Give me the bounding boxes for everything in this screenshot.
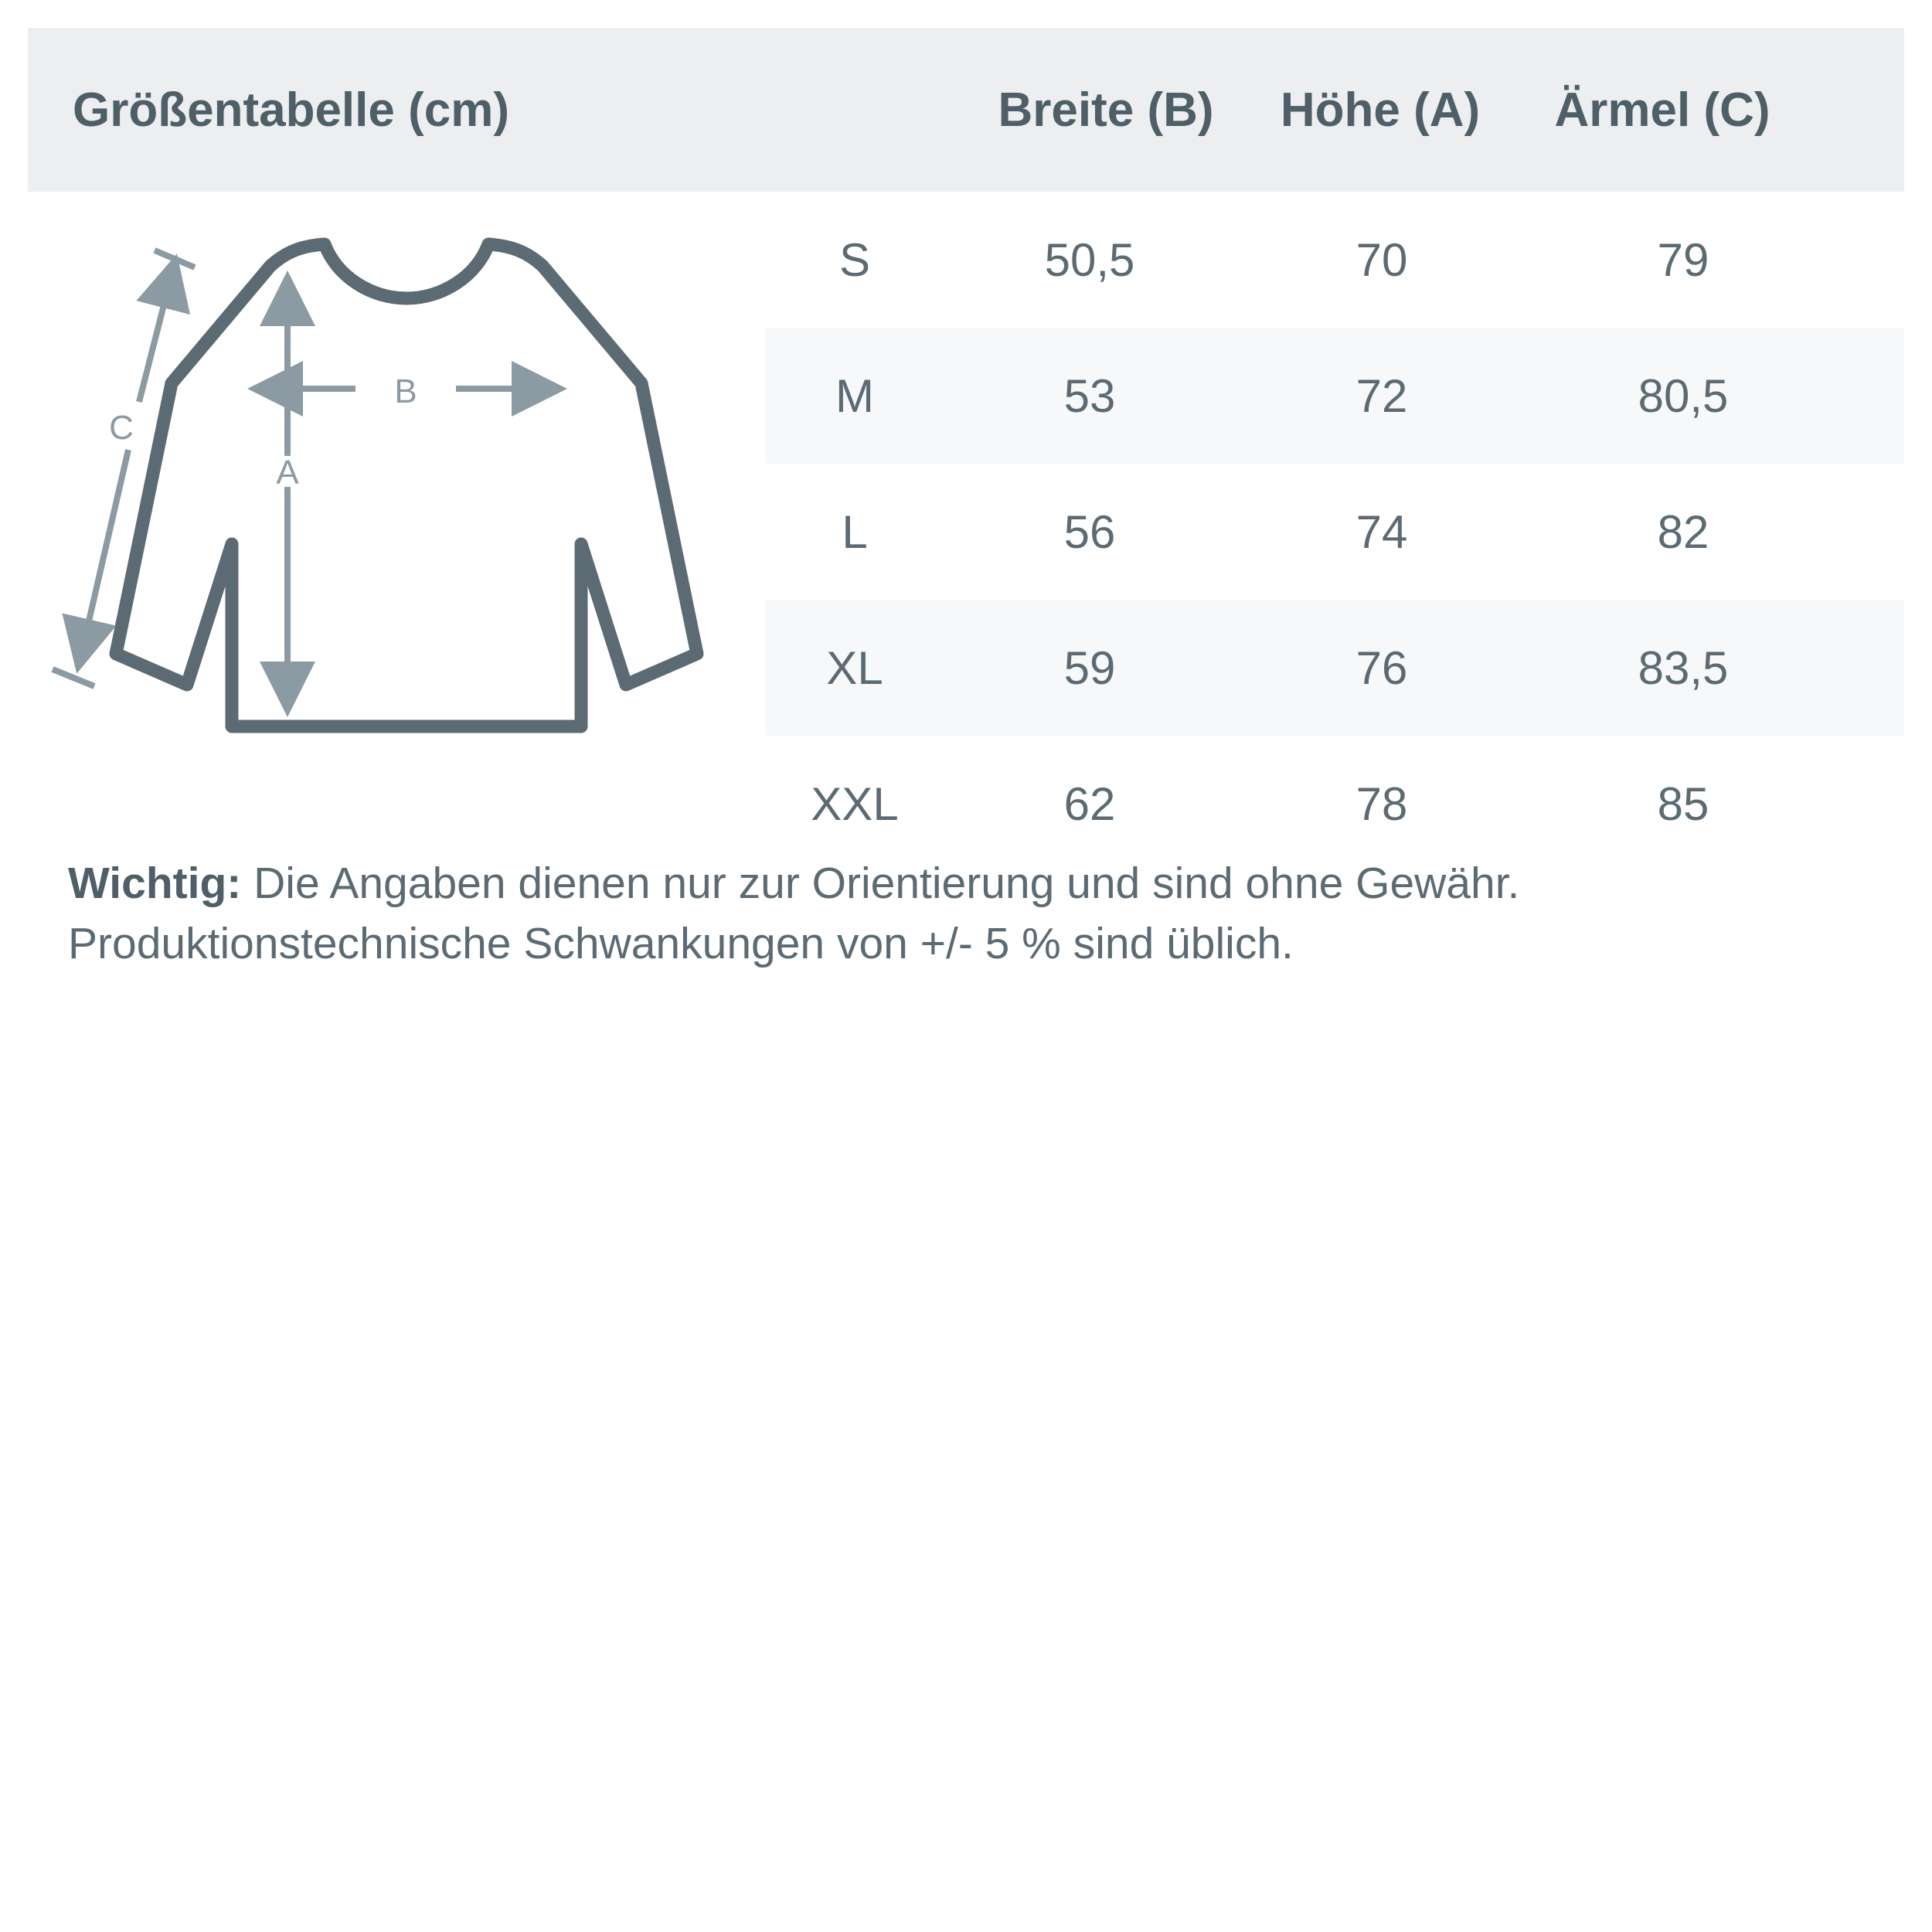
table-row — [765, 192, 1904, 328]
cell-breite: 53 — [1063, 369, 1116, 422]
cell-aermel: 79 — [1657, 233, 1709, 286]
cell-breite: 59 — [1063, 641, 1116, 694]
cell-hoehe: 78 — [1355, 777, 1408, 830]
cell-size: S — [838, 233, 871, 286]
table-header — [28, 28, 1904, 192]
cell-size: M — [835, 369, 874, 422]
table-row — [765, 328, 1904, 464]
table-row — [765, 464, 1904, 600]
column-header-aermel: Ärmel (C) — [1554, 83, 1770, 137]
disclaimer-text: Die Angaben dienen nur zur Orientierung und sind ohne Gewähr. Produktionstechnische Schwankungen von +/- 5 % sind üblich. — [68, 859, 1520, 968]
disclaimer-lead: Wichtig: — [68, 859, 242, 908]
cell-size: L — [842, 505, 868, 558]
cell-aermel: 83,5 — [1638, 641, 1729, 694]
cell-hoehe: 76 — [1355, 641, 1408, 694]
column-header-hoehe: Höhe (A) — [1280, 83, 1481, 137]
sweater-outline — [116, 244, 697, 726]
disclaimer-note — [68, 854, 1869, 974]
cell-breite: 50,5 — [1044, 233, 1135, 286]
cell-aermel: 85 — [1657, 777, 1709, 830]
cell-aermel: 80,5 — [1638, 369, 1729, 422]
page-title: Größentabelle (cm) — [73, 83, 509, 137]
cell-breite: 62 — [1063, 777, 1116, 830]
cell-breite: 56 — [1063, 505, 1116, 558]
cell-hoehe: 72 — [1355, 369, 1408, 422]
cell-size: XXL — [811, 777, 899, 830]
measure-label-a: A — [276, 454, 299, 492]
cell-hoehe: 74 — [1355, 505, 1408, 558]
header-columns — [824, 28, 1890, 192]
size-table — [765, 192, 1904, 872]
cell-size: XL — [826, 641, 883, 694]
garment-diagram — [31, 232, 773, 804]
cell-hoehe: 70 — [1355, 233, 1408, 286]
measure-label-c: C — [109, 409, 134, 447]
measure-label-b: B — [394, 372, 417, 410]
cell-aermel: 82 — [1657, 505, 1709, 558]
table-row — [765, 600, 1904, 736]
column-header-breite: Breite (B) — [998, 83, 1214, 137]
table-row — [765, 736, 1904, 872]
